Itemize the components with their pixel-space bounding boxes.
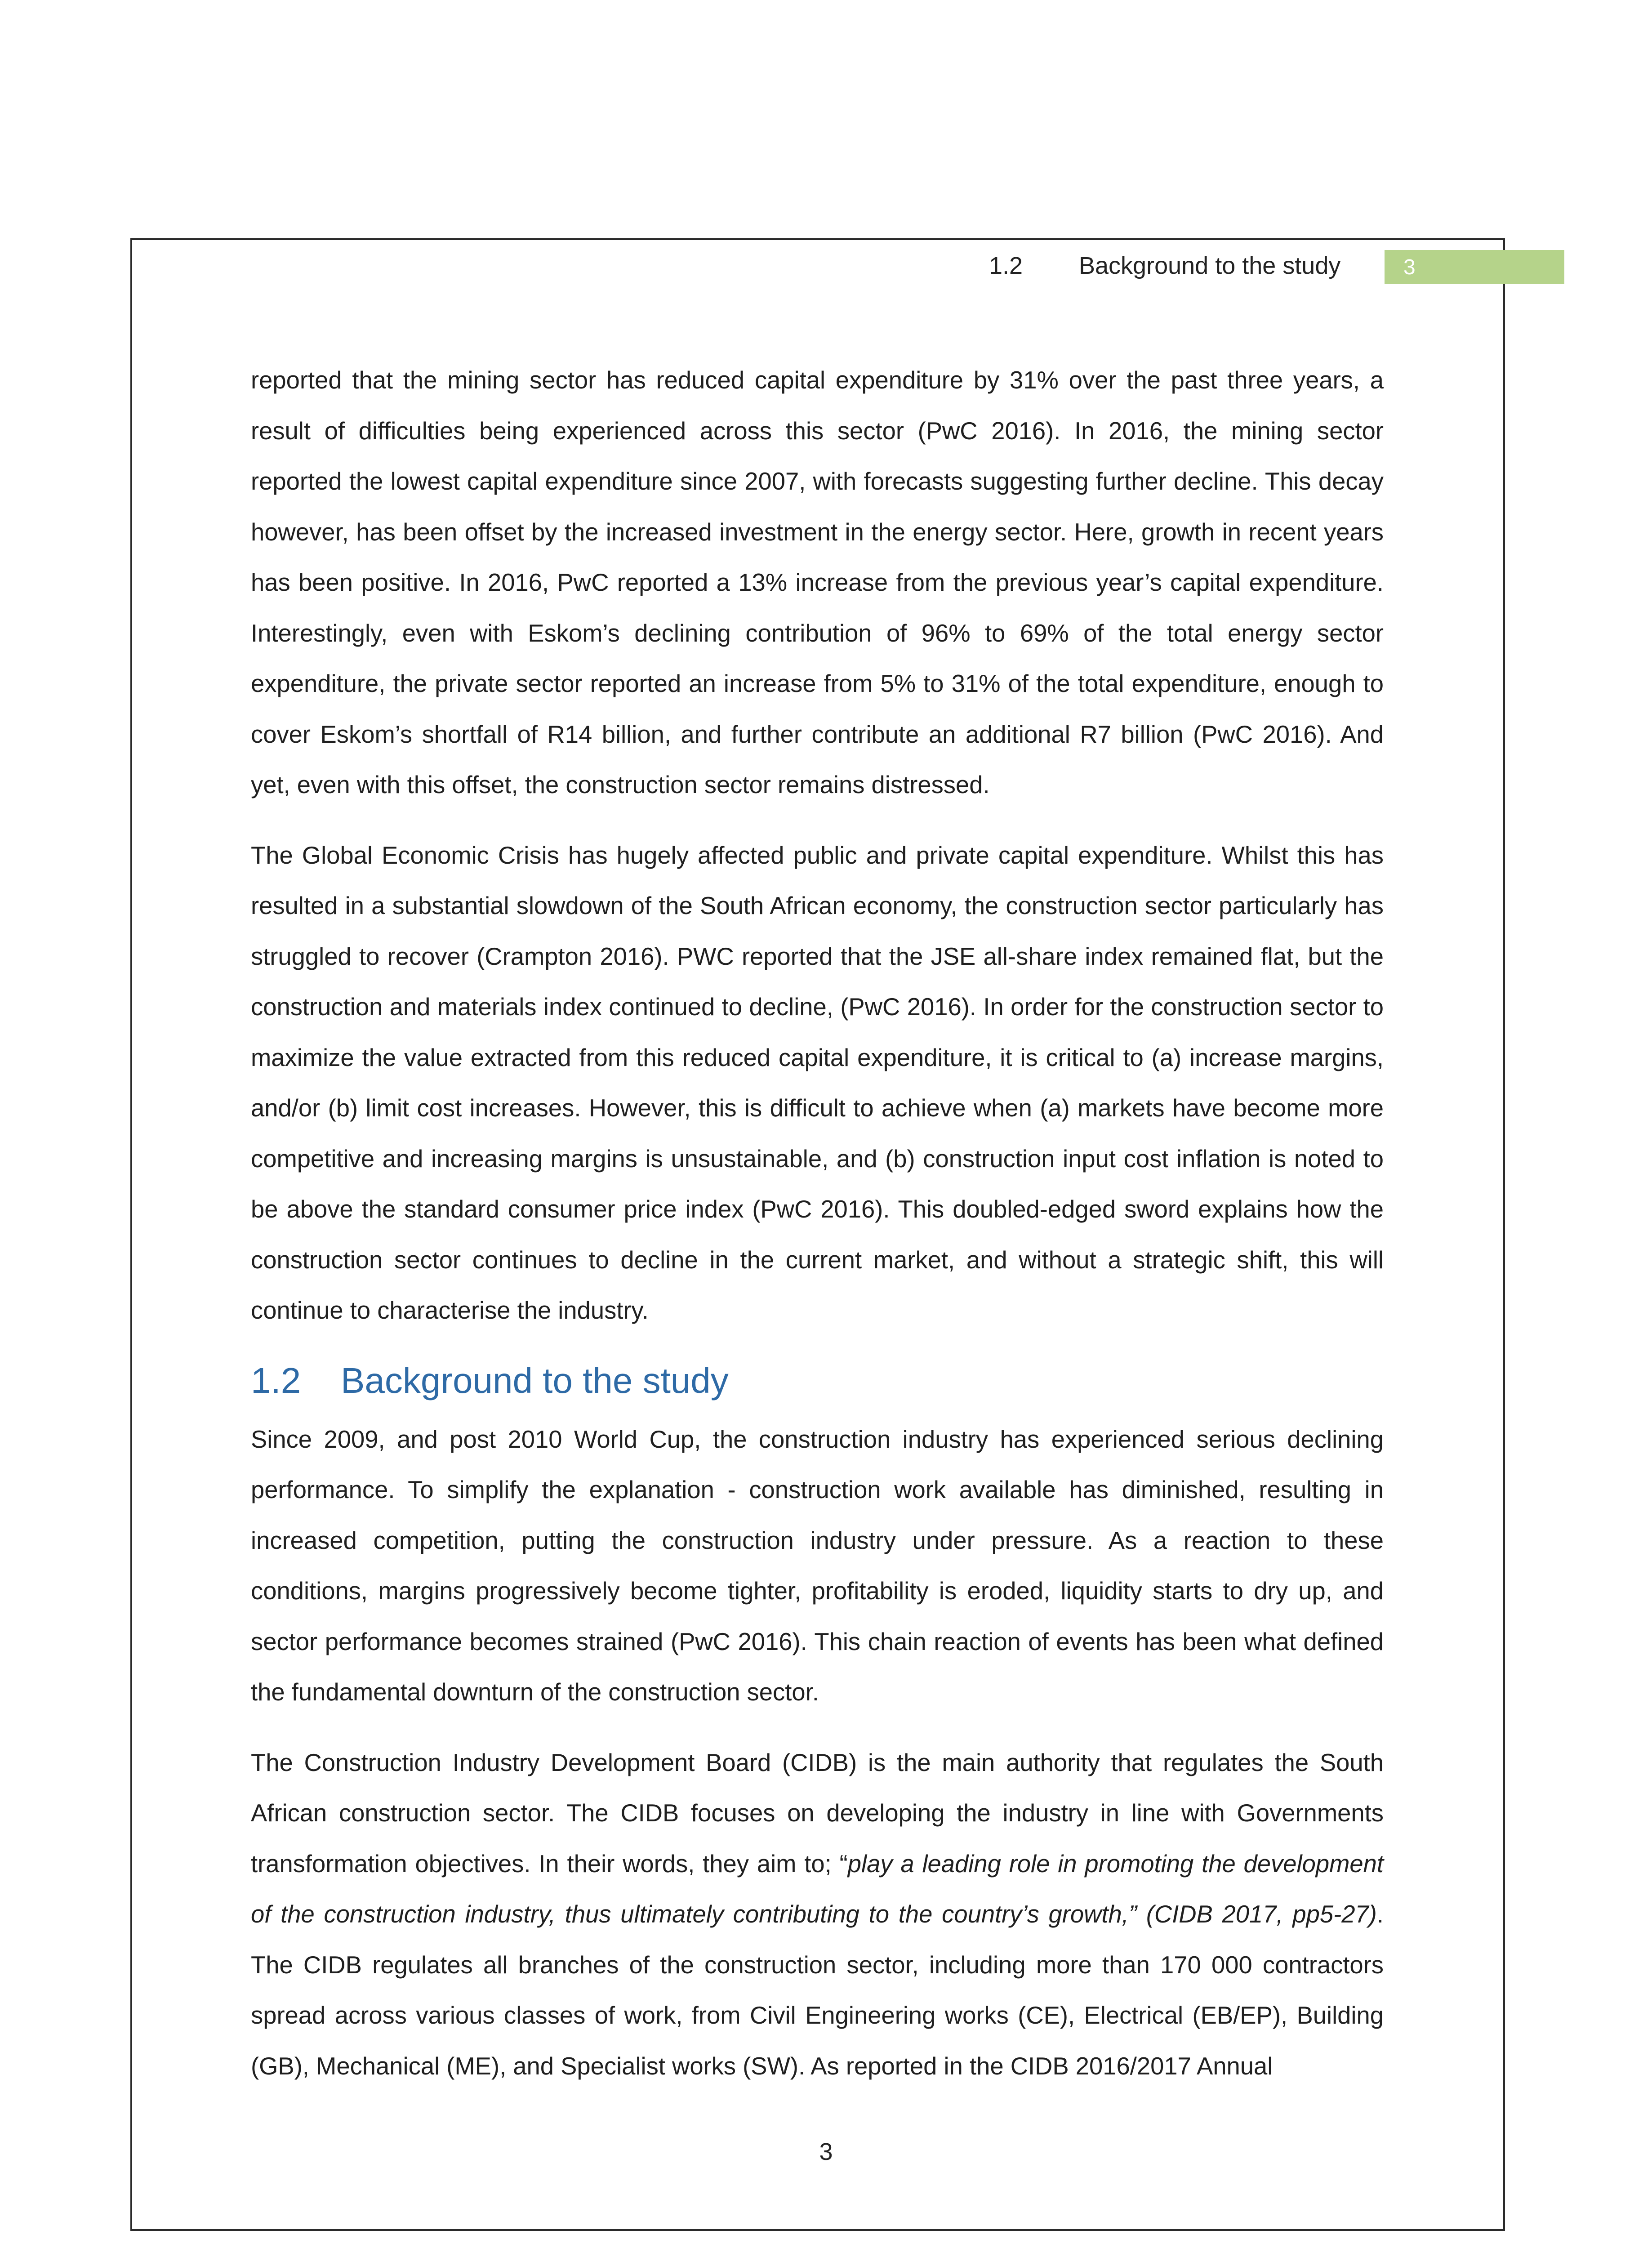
page-number-tab [1385, 250, 1564, 284]
paragraph-cidb [251, 1738, 1384, 2092]
page-number-tab-label: 3 [1403, 255, 1416, 279]
running-header [989, 250, 1367, 281]
body-text [251, 355, 1384, 2111]
paragraph-since-2009: Since 2009, and post 2010 World Cup, the construction industry has experienced serious declining performance. To simplify the explanation - construction work available has diminished, resulting in increased competition, putting the construction industry under pressure. As a reaction to these conditions, margins progressively become tighter, profitability is eroded, liquidity starts to dry up, and sector performance becomes strained (PwC 2016). This chain reaction of events has been what defined the fundamental downturn of the construction sector. [251, 1425, 1384, 1706]
footer-page-number: 3 [819, 2138, 833, 2165]
section-heading [251, 1356, 1384, 1405]
section-heading-title: Background to the study [341, 1360, 729, 1401]
running-header-section-title: Background to the study [1079, 252, 1341, 279]
section-heading-number: 1.2 [251, 1360, 301, 1401]
running-header-section-number: 1.2 [989, 252, 1023, 279]
paragraph-cidb-start: The Construction Industry Development Board (CIDB) is the main authority that regulates the South African construction sector. The CIDB focuses on developing the industry in line with Governments transformation objectives. In their words, they aim to; “ [251, 1748, 1384, 1878]
paragraph-cidb-quote: play a leading role in promoting the development of the construction industry, thus ultimately contributing to the country’s growth,” (CIDB 2017, pp5-27) [251, 1850, 1384, 1928]
paragraph-global-economic-crisis: The Global Economic Crisis has hugely affected public and private capital expenditure. Whilst this has resulted in a substantial slowdown of the South African economy, the construction sector particularly has struggled to recover (Crampton 2016). PWC reported that the JSE all-share index remained flat, but the construction and materials index continued to decline, (PwC 2016). In order for the construction sector to maximize the value extracted from this reduced capital expenditure, it is critical to (a) increase margins, and/or (b) limit cost increases. However, this is difficult to achieve when (a) markets have become more competitive and increasing margins is unsustainable, and (b) construction input cost inflation is noted to be above the standard consumer price index (PwC 2016). This doubled-edged sword explains how the construction sector continues to decline in the current market, and without a strategic shift, this will continue to characterise the industry. [251, 841, 1384, 1324]
paragraph-mining-energy: reported that the mining sector has reduced capital expenditure by 31% over the past three years, a result of difficulties being experienced across this sector (PwC 2016). In 2016, the mining sector reported the lowest capital expenditure since 2007, with forecasts suggesting further decline. This decay however, has been offset by the increased investment in the energy sector. Here, growth in recent years has been positive. In 2016, PwC reported a 13% increase from the previous year’s capital expenditure. Interestingly, even with Eskom’s declining contribution of 96% to 69% of the total energy sector expenditure, the private sector reported an increase from 5% to 31% of the total expenditure, enough to cover Eskom’s shortfall of R14 billion, and further contribute an additional R7 billion (PwC 2016). And yet, even with this offset, the construction sector remains distressed. [251, 366, 1384, 798]
paragraph-cidb-end: . The CIDB regulates all branches of the construction sector, including more than 170 000 contractors spread across various classes of work, from Civil Engineering works (CE), Electrical (EB/EP), Building (GB), Mechanical (ME), and Specialist works (SW). As reported in the CIDB 2016/2017 Annual [251, 1900, 1384, 2080]
